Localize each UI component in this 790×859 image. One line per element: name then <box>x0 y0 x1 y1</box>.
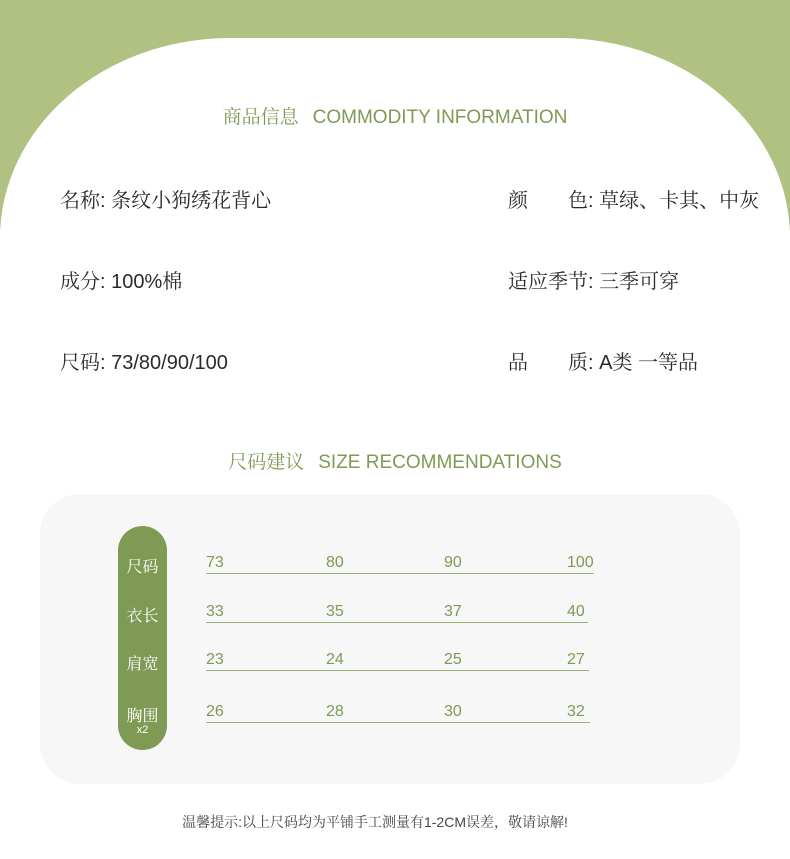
size-row-label-text: 衣长 <box>126 608 159 625</box>
size-row-label <box>118 603 167 626</box>
product-size: 尺码: 73/80/90/100 <box>60 352 228 374</box>
commodity-info-title-en: COMMODITY INFORMATION <box>312 107 568 128</box>
size-row-underline <box>206 722 590 723</box>
size-row-underline <box>206 622 588 623</box>
size-cell: 28 <box>326 703 344 720</box>
commodity-info-title <box>0 102 790 129</box>
size-cell: 32 <box>567 703 585 720</box>
size-cell: 25 <box>444 651 462 668</box>
product-name: 名称: 条纹小狗绣花背心 <box>60 190 272 212</box>
size-row-underline <box>206 573 594 574</box>
product-season: 适应季节: 三季可穿 <box>508 271 680 293</box>
product-quality: 品 质: A类 一等品 <box>508 352 699 374</box>
size-row-label <box>118 554 167 577</box>
size-cell: 24 <box>326 651 344 668</box>
commodity-info-title-cn: 商品信息 <box>222 107 299 128</box>
size-row-label-text: 肩宽 <box>126 656 159 673</box>
size-cell: 35 <box>326 603 344 620</box>
size-cell: 33 <box>206 603 224 620</box>
size-cell: 80 <box>326 554 344 571</box>
size-row-label-text: 胸围 <box>126 708 159 725</box>
size-cell: 26 <box>206 703 224 720</box>
size-row-label-multiplier: x2 <box>136 724 149 736</box>
size-cell: 37 <box>444 603 462 620</box>
size-row-label <box>118 703 167 736</box>
size-recommendation-title-cn: 尺码建议 <box>228 452 305 473</box>
size-row-label-text: 尺码 <box>126 559 159 576</box>
size-cell: 40 <box>567 603 585 620</box>
size-cell: 100 <box>567 554 594 571</box>
size-cell: 73 <box>206 554 224 571</box>
size-row-label <box>118 651 167 674</box>
size-cell: 23 <box>206 651 224 668</box>
measurement-note: 温馨提示:以上尺码均为平铺手工测量有1-2CM误差，敬请谅解! <box>182 814 568 830</box>
size-cell: 30 <box>444 703 462 720</box>
size-cell: 27 <box>567 651 585 668</box>
product-color: 颜 色: 草绿、卡其、中灰 <box>508 190 760 212</box>
product-composition: 成分: 100%棉 <box>60 271 183 293</box>
size-recommendation-title <box>0 447 790 474</box>
size-recommendation-title-en: SIZE RECOMMENDATIONS <box>318 452 562 473</box>
size-cell: 90 <box>444 554 462 571</box>
size-row-underline <box>206 670 589 671</box>
